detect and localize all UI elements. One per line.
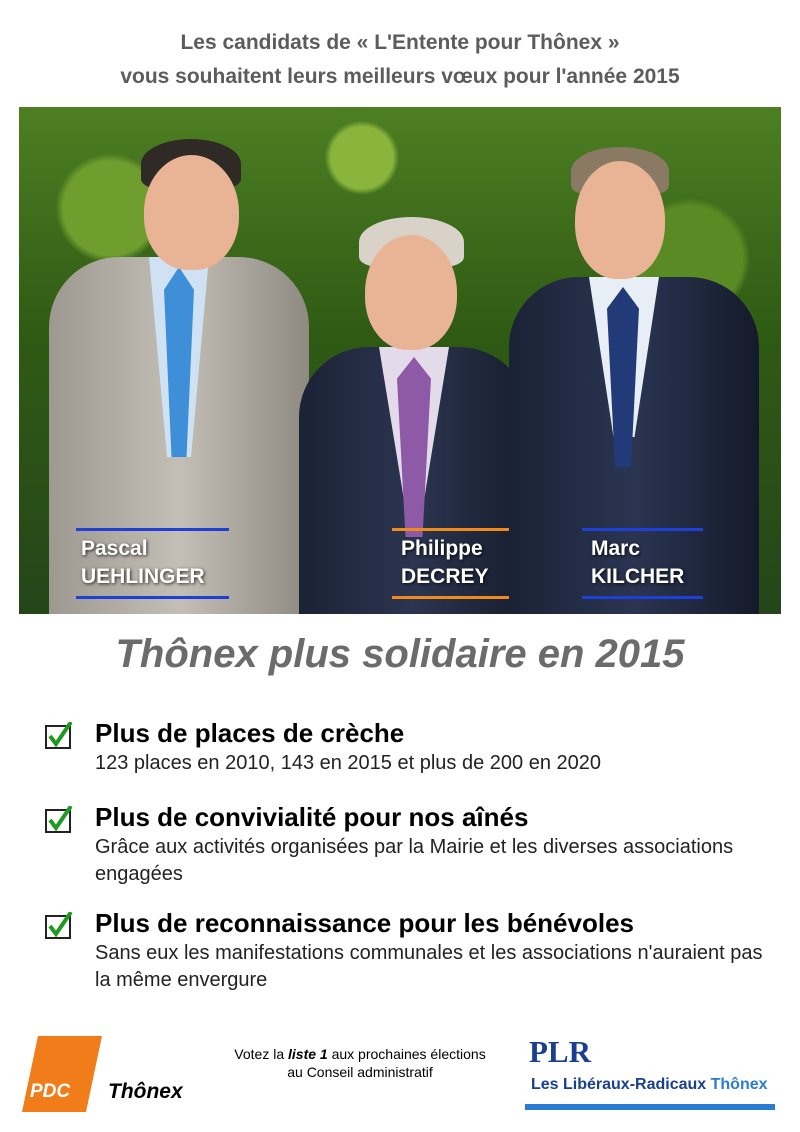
name-rule-top-1	[76, 528, 229, 531]
candidate-first-3: Marc	[591, 537, 641, 560]
plr-logo	[525, 1034, 775, 1112]
candidate-last-3: KILCHER	[591, 565, 685, 588]
candidate-first-2: Philippe	[401, 537, 483, 560]
pdc-logo	[22, 1036, 202, 1116]
item-title: Plus de reconnaissance pour les bénévoles	[95, 908, 634, 938]
vote-list: liste 1	[288, 1046, 328, 1062]
header-line-1: Les candidats de « L'Entente pour Thônex »	[180, 31, 620, 54]
plr-subtitle	[531, 1076, 768, 1094]
name-rule-top-3	[582, 528, 703, 531]
plr-sub-text: Les Libéraux-Radicaux	[531, 1076, 707, 1093]
name-rule-bottom-3	[582, 596, 703, 599]
candidate-first-1: Pascal	[81, 537, 148, 560]
candidates-photo	[19, 107, 781, 614]
candidate-name-2	[401, 535, 489, 591]
item-title: Plus de convivialité pour nos aînés	[95, 802, 529, 832]
plr-title: PLR	[529, 1034, 591, 1069]
candidate-last-2: DECREY	[401, 565, 489, 588]
slogan: Thônex plus solidaire en 2015	[115, 632, 685, 676]
checkmark-icon	[44, 722, 72, 750]
header	[0, 26, 800, 94]
candidate-name-3	[591, 535, 684, 591]
checkmark-icon	[44, 806, 72, 834]
vote-pre: Votez la	[234, 1046, 288, 1062]
checkmark-icon	[44, 912, 72, 940]
item-title: Plus de places de crèche	[95, 718, 405, 748]
plr-bar	[525, 1104, 775, 1110]
item-text: Sans eux les manifestations communales et les associations n'auraient pas la même envergure	[95, 942, 763, 991]
candidate-last-1: UEHLINGER	[81, 565, 205, 588]
item-text: Grâce aux activités organisées par la Mairie et les diverses associations engagées	[95, 836, 734, 885]
name-rule-bottom-2	[392, 596, 509, 599]
pdc-label: PDC	[30, 1081, 71, 1102]
name-rule-bottom-1	[76, 596, 229, 599]
vote-line-2: au Conseil administratif	[287, 1064, 433, 1080]
name-rule-top-2	[392, 528, 509, 531]
candidate-name-1	[81, 535, 205, 591]
item-text: 123 places en 2010, 143 en 2015 et plus de 200 en 2020	[95, 752, 601, 774]
vote-post: aux prochaines élections	[327, 1046, 486, 1062]
vote-notice	[200, 1045, 520, 1081]
pdc-town: Thônex	[108, 1080, 183, 1103]
plr-town: Thônex	[710, 1076, 768, 1093]
header-line-2: vous souhaitent leurs meilleurs vœux pour l'année 2015	[120, 65, 680, 88]
